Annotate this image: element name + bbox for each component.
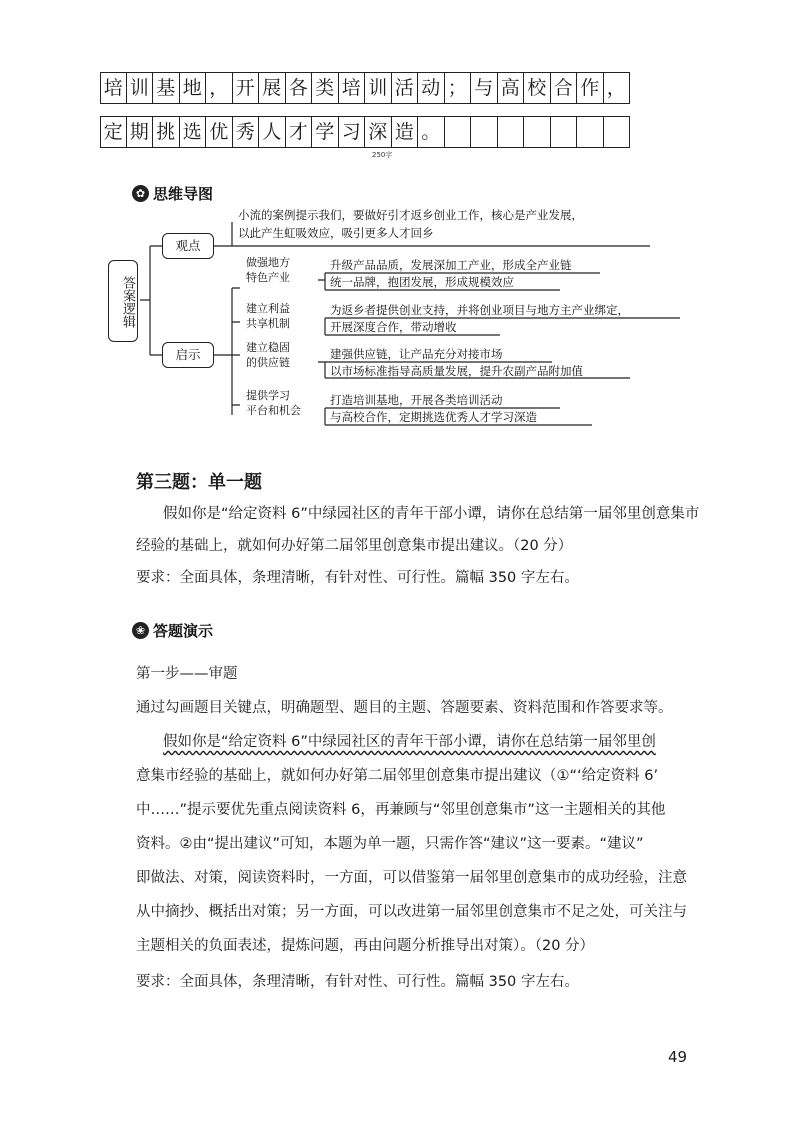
group2-item-2: 开展深度合作，带动增收 <box>330 320 457 334</box>
group3-item-1: 建强供应链，让产品充分对接市场 <box>330 347 503 361</box>
demo-line-4: 中……”提示要优先重点阅读资料 6，再兼顾与“邻里创意集市”这一主题相关的其他 <box>136 802 666 818</box>
grid-cell: 训 <box>127 72 154 104</box>
grid-cell: 优 <box>206 116 233 148</box>
group1-item-1: 升级产品品质，发展深加工产业，形成全产业链 <box>330 258 572 272</box>
grid-cell: 作 <box>577 72 604 104</box>
group4-title-2: 平台和机会 <box>246 404 301 417</box>
grid-cell: 秀 <box>233 116 260 148</box>
group4-item-1: 打造培训基地，开展各类培训活动 <box>330 393 503 407</box>
grid-cell: 校 <box>524 72 551 104</box>
group3-title-2: 的供应链 <box>246 356 290 369</box>
grid-cell: 活 <box>392 72 419 104</box>
demo-line-6: 即做法、对策，阅读资料时，一方面，可以借鉴第一届邻里创意集市的成功经验，注意 <box>136 870 687 886</box>
grid-cell: 合 <box>551 72 578 104</box>
grid-cell: 培 <box>100 72 127 104</box>
group1-title-2: 特色产业 <box>246 271 290 284</box>
demo-step: 第一步——审题 <box>136 666 238 682</box>
demo-line-5: 资料。②由“提出建议”可知，本题为单一题，只需作答“建议”这一要素。“建议” <box>136 836 644 852</box>
grid-cell: ； <box>445 72 472 104</box>
grid-cell: 展 <box>259 72 286 104</box>
grid-cell: 期 <box>127 116 154 148</box>
group1-title-1: 做强地方 <box>246 256 290 269</box>
grid-cell: 与 <box>471 72 498 104</box>
grid-cell: 训 <box>365 72 392 104</box>
demo-header <box>132 620 213 641</box>
grid-cell: 各 <box>286 72 313 104</box>
mindmap-root-box: 答案逻辑 <box>108 260 138 342</box>
question-para-2: 经验的基础上，就如何办好第二届邻里创意集市提出建议。（20 分） <box>136 538 573 554</box>
demo-line-7: 从中摘抄、概括出对策；另一方面，可以改进第一届邻里创意集市不足之处，可关注与 <box>136 904 687 920</box>
viewpoint-line-2: 以此产生虹吸效应，吸引更多人才回乡 <box>238 226 434 240</box>
question-para-1: 假如你是“给定资料 6”中绿园社区的青年干部小谭，请你在总结第一届邻里创意集市 <box>163 506 700 522</box>
group3-item-2: 以市场标准指导高质量发展，提升农副产品附加值 <box>330 364 583 378</box>
demo-icon: ❀ <box>132 622 149 639</box>
mindmap-icon: ✿ <box>132 185 149 202</box>
demo-line-1: 通过勾画题目关键点，明确题型、题目的主题、答题要素、资料范围和作答要求等。 <box>136 700 673 716</box>
grid-cell: 动 <box>418 72 445 104</box>
group2-title-2: 共享机制 <box>246 317 290 330</box>
viewpoint-line-1: 小流的案例提示我们，要做好引才返乡创业工作，核心是产业发展， <box>238 208 583 222</box>
grid-cell: 基 <box>153 72 180 104</box>
group2-title-1: 建立利益 <box>246 302 290 315</box>
demo-line-3: 意集市经验的基础上，就如何办好第二届邻里创意集市提出建议（①“‘给定资料 6’ <box>136 768 659 784</box>
demo-header-text: 答题演示 <box>153 622 214 640</box>
page-number: 49 <box>668 1048 688 1066</box>
demo-line-2: 假如你是“给定资料 6”中绿园社区的青年干部小谭，请你在总结第一届邻里创 <box>163 734 656 750</box>
grid-cell: ， <box>206 72 233 104</box>
mindmap-viewpoint-box: 观点 <box>162 233 214 259</box>
word-count-label: 250字 <box>372 151 393 159</box>
group4-title-1: 提供学习 <box>246 389 290 402</box>
grid-cell: 挑 <box>153 116 180 148</box>
group2-item-1: 为返乡者提供创业支持，并将创业项目与地方主产业绑定， <box>330 303 629 317</box>
demo-line-8: 主题相关的负面表述，提炼问题，再由问题分析推导出对策）。（20 分） <box>136 938 595 954</box>
question-requirement: 要求：全面具体，条理清晰，有针对性、可行性。篇幅 350 字左右。 <box>136 570 579 586</box>
group4-item-2: 与高校合作，定期挑选优秀人才学习深造 <box>330 410 537 424</box>
grid-cell: 类 <box>312 72 339 104</box>
grid-cell: 选 <box>180 116 207 148</box>
grid-cell: ， <box>604 72 631 104</box>
demo-requirement: 要求：全面具体，条理清晰，有针对性、可行性。篇幅 350 字左右。 <box>136 974 579 990</box>
grid-cell: 培 <box>339 72 366 104</box>
grid-cell: 习 <box>339 116 366 148</box>
mindmap-header-text: 思维导图 <box>153 185 214 203</box>
grid-cell: 深 <box>365 116 392 148</box>
grid-cell: 开 <box>233 72 260 104</box>
grid-cell: 才 <box>286 116 313 148</box>
group1-item-2: 统一品牌，抱团发展，形成规模效应 <box>330 275 514 289</box>
grid-cell: 人 <box>259 116 286 148</box>
mindmap-insight-box: 启示 <box>162 342 214 368</box>
grid-cell: 定 <box>100 116 127 148</box>
group3-title-1: 建立稳固 <box>246 341 290 354</box>
question-title: 第三题：单一题 <box>136 472 262 493</box>
grid-cell: 地 <box>180 72 207 104</box>
grid-cell: 。 <box>418 116 445 148</box>
grid-cell: 高 <box>498 72 525 104</box>
grid-cell: 造 <box>392 116 419 148</box>
grid-cell: 学 <box>312 116 339 148</box>
